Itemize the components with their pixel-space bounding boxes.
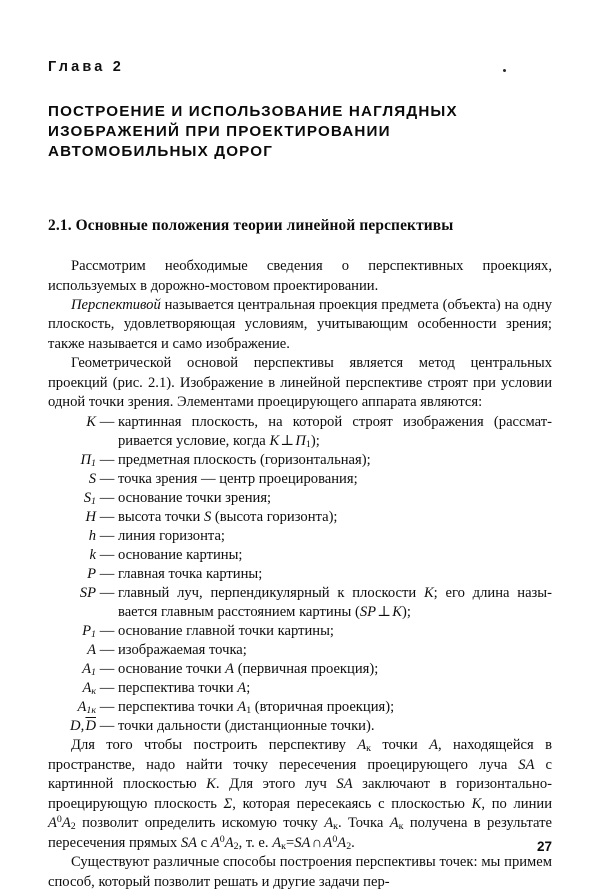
chapter-label: Глава 2 [48, 59, 125, 75]
def-text: высота точки S (высота горизонта); [118, 508, 338, 525]
def-symbol: $A_1$ [82, 661, 96, 679]
def-symbol: $S_1$ [83, 489, 96, 508]
term-perspektivoy: Перспективой [71, 297, 161, 314]
def-dash: — [99, 718, 115, 735]
def-symbol: $P_1$ [82, 623, 96, 641]
page-number: 27 [536, 839, 552, 854]
def-text: линия горизонта; [118, 528, 225, 545]
paragraph-perspective-rest: называется центральная проекция предмета (объекта) на одну плоскость, удовлетворяющая условиям, учитывающим особенности зрения; также называется и само изображение. [48, 297, 552, 352]
def-symbol: k [89, 547, 96, 564]
def-dash: — [99, 528, 115, 545]
def-text: перспектива точки A; [118, 680, 251, 697]
chapter-title: ПОСТРОЕНИЕ И ИСПОЛЬЗОВАНИЕ НАГЛЯДНЫХ ИЗОБРАЖЕНИЙ ПРИ ПРОЕКТИРОВАНИИ АВТОМОБИЛЬНЫХ ДОРОГ [48, 102, 458, 161]
def-text: основание главной точки картины; [118, 623, 334, 640]
def-text: изображаемая точка; [118, 642, 247, 659]
list-item [48, 508, 552, 527]
paragraph-methods: Существуют различные способы построения перспективы точек: мы примем способ, который позволит решать и другие задачи пер- [48, 854, 552, 890]
def-text: основание точки зрения; [118, 489, 272, 506]
paragraph-construction: Для того чтобы построить перспективу $A_к$ точки A, находящейся в пространстве, надо найти точку пересечения проецирующего луча SA с картинной плоскостью K. Для этого луч SA заключают в горизонтально-проецирующую плоскость Σ, которая пересекаясь с плоскостью K, по линии $A^0A_2$ позволит определить искомую точку $A_к$. Точка $A_к$ получена в результате пересечения прямых SA с $A^0A_2$, т. е. $A_к=SA$ ∩ $A^0A_2$. [48, 737, 553, 852]
list-item [48, 470, 552, 489]
def-dash: — [99, 508, 115, 525]
def-symbol: H [85, 508, 96, 525]
def-text: основание точки A (первичная проекция); [118, 661, 379, 678]
def-dash: — [99, 547, 115, 564]
list-item [48, 413, 552, 451]
list-item [48, 622, 552, 641]
list-item [48, 679, 552, 698]
def-dash: — [99, 642, 115, 659]
def-text: картинная плоскость, на которой строят изображения (рассматривается условие, когда K ⊥ $П_1$); [118, 413, 552, 451]
body-text-block [48, 257, 552, 892]
def-symbol: S [88, 470, 96, 487]
def-dash: — [99, 623, 115, 640]
list-item [48, 451, 552, 470]
list-item [48, 641, 552, 660]
def-symbol: h [88, 528, 96, 545]
def-text: предметная плоскость (горизонтальная); [118, 451, 371, 468]
list-item [48, 584, 552, 622]
paragraph-intro: Рассмотрим необходимые сведения о перспективных проекциях, используемых в дорожно-мостовом проектировании. [48, 258, 552, 294]
page-content [48, 60, 552, 892]
list-item [48, 660, 552, 679]
def-text: точки дальности (дистанционные точки). [118, 718, 375, 735]
list-item [48, 527, 552, 546]
def-symbol: D, $\overline{D}$ [70, 718, 96, 735]
def-text: перспектива точки $A_1$ (вторичная проекция); [118, 699, 395, 717]
def-symbol: K [86, 413, 96, 430]
def-symbol: A [87, 642, 96, 659]
def-text: основание картины; [118, 547, 243, 564]
section-heading: 2.1. Основные положения теории линейной перспективы [48, 216, 454, 234]
list-item [48, 717, 552, 736]
list-item [48, 546, 552, 565]
def-symbol: $A_{1к}$ [77, 699, 96, 717]
def-dash: — [99, 451, 115, 468]
list-item [48, 565, 552, 584]
def-text: главный луч, перпендикулярный к плоскости K; его длина называется главным расстоянием картины (SP ⊥ K); [118, 585, 552, 621]
def-symbol: $A_к$ [82, 680, 96, 698]
def-text: точка зрения — центр проецирования; [118, 470, 358, 487]
paragraph-geometric-basis: Геометрической основой перспективы является метод центральных проекций (рис. 2.1). Изображение в линейной перспективе строят при условии одной точки зрения. Элементами проецирующего аппарата являются: [48, 355, 552, 411]
list-item [48, 489, 552, 508]
def-dash: — [99, 413, 115, 430]
paragraph-perspective-definition [48, 296, 552, 354]
def-dash: — [99, 585, 115, 602]
def-text: главная точка картины; [118, 566, 263, 583]
def-dash: — [99, 470, 115, 487]
definition-list [48, 413, 552, 737]
list-item [48, 698, 552, 717]
def-dash: — [99, 699, 115, 716]
def-symbol: $П_1$ [80, 451, 96, 470]
def-symbol: SP [79, 585, 96, 602]
def-dash: — [99, 489, 115, 506]
def-dash: — [99, 661, 115, 678]
def-dash: — [99, 680, 115, 697]
def-dash: — [99, 566, 115, 583]
def-symbol: P [87, 566, 96, 583]
